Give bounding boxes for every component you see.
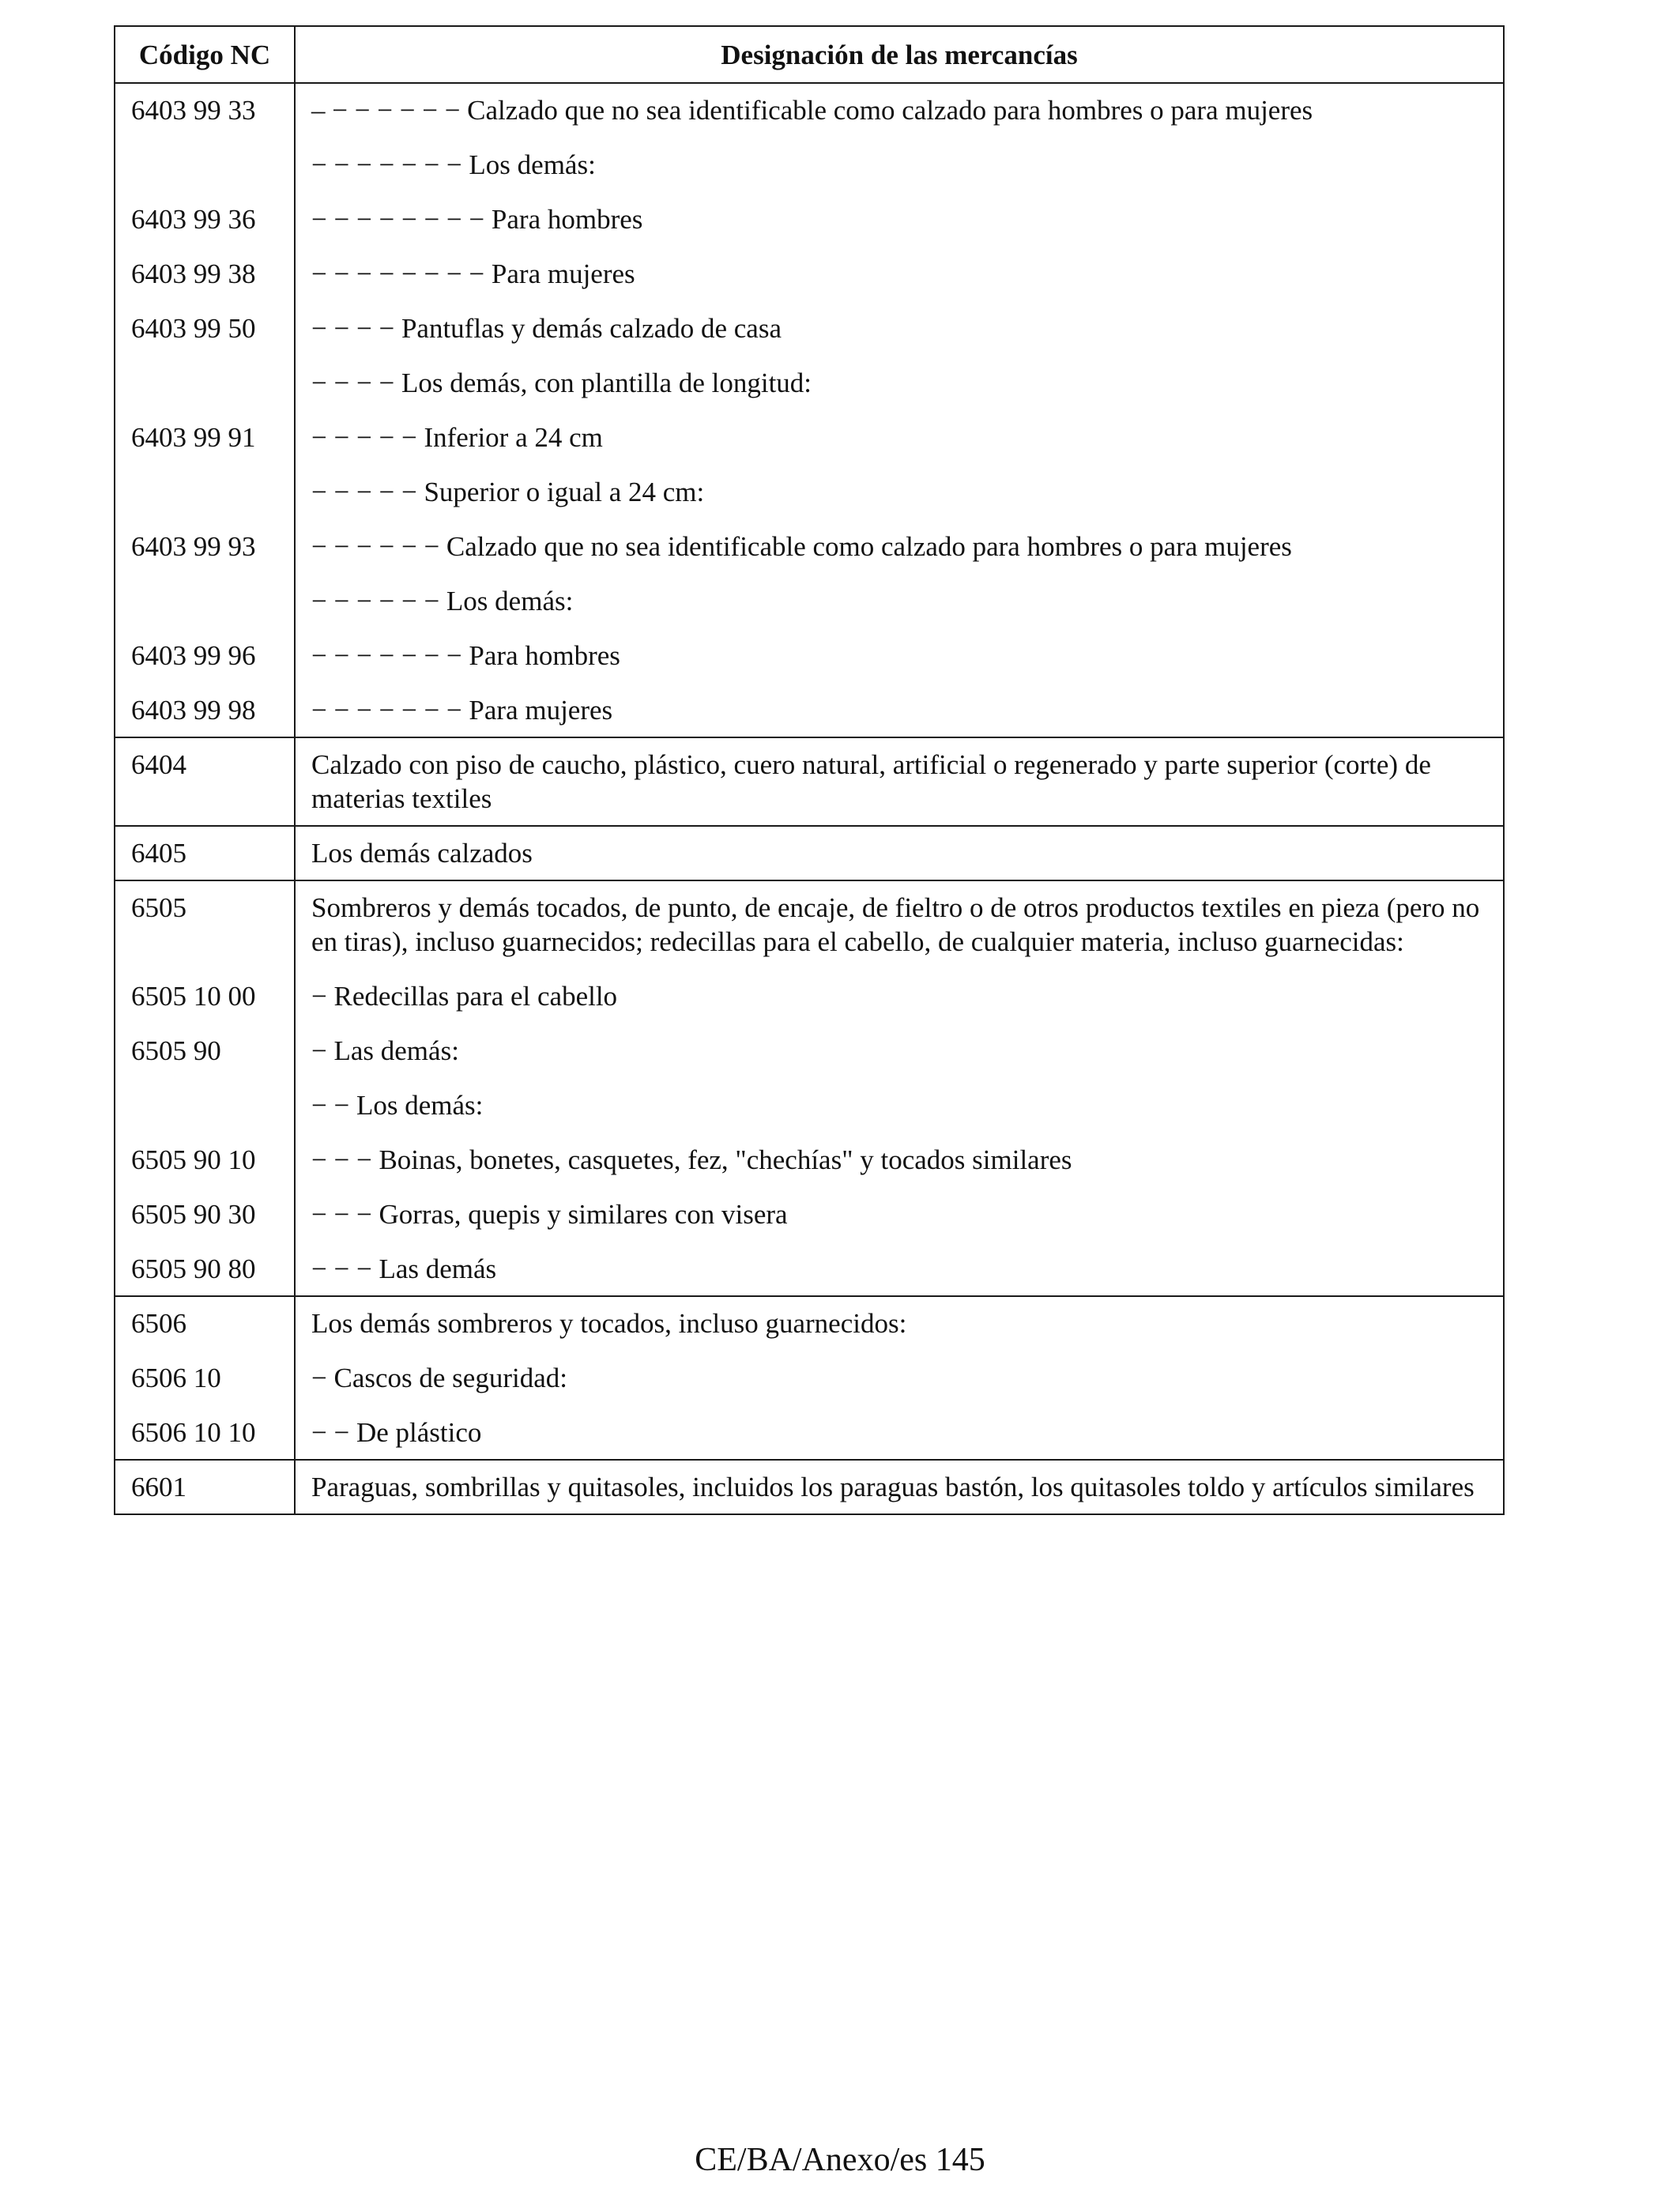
cn-code: 6505 90 80 <box>131 1253 256 1284</box>
goods-designation: − − − − − − − Para mujeres <box>311 695 613 726</box>
table-row <box>115 1460 1504 1514</box>
table-body <box>115 83 1504 1514</box>
cn-code: 6403 99 38 <box>131 258 256 289</box>
code-cell <box>115 737 295 826</box>
goods-designation: Los demás calzados <box>311 838 533 869</box>
goods-designation: − − De plástico <box>311 1417 482 1448</box>
cn-code: 6505 90 10 <box>131 1144 256 1175</box>
cn-code <box>131 148 278 182</box>
goods-designation: − − − − − − Calzado que no sea identificable como calzado para hombres o para mujeres <box>311 531 1292 562</box>
code-cell <box>115 1296 295 1460</box>
cn-code: 6404 <box>131 749 186 780</box>
code-cell <box>115 83 295 737</box>
goods-designation: − − − Gorras, quepis y similares con visera <box>311 1199 788 1230</box>
cn-code: 6403 99 91 <box>131 422 256 453</box>
cn-code <box>131 1088 278 1122</box>
designation-cell <box>295 1460 1504 1514</box>
goods-designation: − Redecillas para el cabello <box>311 981 618 1012</box>
designation-cell <box>295 826 1504 880</box>
table-row <box>115 83 1504 737</box>
goods-designation: – − − − − − − Calzado que no sea identificable como calzado para hombres o para mujeres <box>311 95 1313 126</box>
cn-code: 6506 10 10 <box>131 1417 256 1448</box>
goods-designation: − − Los demás: <box>311 1090 484 1121</box>
goods-designation: − − − − Pantuflas y demás calzado de casa <box>311 313 782 344</box>
cn-code: 6403 99 36 <box>131 204 256 235</box>
goods-designation: − − − − − − − Los demás: <box>311 149 596 180</box>
cn-code: 6405 <box>131 838 186 869</box>
designation-cell <box>295 83 1504 737</box>
cn-code: 6403 99 93 <box>131 531 256 562</box>
goods-designation: − − − Las demás <box>311 1253 497 1284</box>
table-row <box>115 826 1504 880</box>
goods-designation: − − − − − − − − Para hombres <box>311 204 643 235</box>
header-code: Código NC <box>115 26 295 83</box>
cn-code: 6505 10 00 <box>131 981 256 1012</box>
cn-code: 6403 99 98 <box>131 695 256 726</box>
goods-designation: Los demás sombreros y tocados, incluso guarnecidos: <box>311 1308 907 1339</box>
table-row <box>115 880 1504 1296</box>
cn-code: 6506 10 <box>131 1363 221 1393</box>
cn-code: 6403 99 50 <box>131 313 256 344</box>
cn-code: 6505 90 <box>131 1035 221 1066</box>
code-cell <box>115 826 295 880</box>
cn-code: 6506 <box>131 1308 186 1339</box>
header-designation: Designación de las mercancías <box>295 26 1504 83</box>
goods-designation: − − − − − − − − Para mujeres <box>311 258 635 289</box>
cn-code <box>131 366 278 400</box>
designation-cell <box>295 1296 1504 1460</box>
code-cell <box>115 1460 295 1514</box>
goods-designation: Calzado con piso de caucho, plástico, cuero natural, artificial o regenerado y parte superior (corte) de materias textiles <box>311 749 1438 814</box>
goods-designation: − − − − − − Los demás: <box>311 586 574 616</box>
designation-cell <box>295 880 1504 1296</box>
table-row <box>115 737 1504 826</box>
designation-cell <box>295 737 1504 826</box>
goods-designation: Sombreros y demás tocados, de punto, de encaje, de fieltro o de otros productos textiles en pieza (pero no en tiras), incluso guarnecidos; redecillas para el cabello, de cualquier materia, incluso guarnecidas: <box>311 892 1487 957</box>
cn-code: 6403 99 96 <box>131 640 256 671</box>
tariff-table <box>114 25 1505 1515</box>
goods-designation: − − − − − − − Para hombres <box>311 640 620 671</box>
goods-designation: Paraguas, sombrillas y quitasoles, incluidos los paraguas bastón, los quitasoles toldo y artículos similares <box>311 1472 1475 1502</box>
goods-designation: − − − − − Superior o igual a 24 cm: <box>311 477 705 507</box>
table-header-row <box>115 26 1504 83</box>
page-footer: CE/BA/Anexo/es 145 <box>695 2142 985 2178</box>
goods-designation: − − − − Los demás, con plantilla de longitud: <box>311 368 812 398</box>
goods-designation: − Las demás: <box>311 1035 459 1066</box>
code-cell <box>115 880 295 1296</box>
cn-code <box>131 584 278 618</box>
cn-code: 6505 90 30 <box>131 1199 256 1230</box>
cn-code: 6403 99 33 <box>131 95 256 126</box>
cn-code <box>131 475 278 509</box>
cn-code: 6505 <box>131 892 186 923</box>
goods-designation: − − − Boinas, bonetes, casquetes, fez, "chechías" y tocados similares <box>311 1144 1072 1175</box>
goods-designation: − Cascos de seguridad: <box>311 1363 567 1393</box>
goods-designation: − − − − − Inferior a 24 cm <box>311 422 603 453</box>
table-row <box>115 1296 1504 1460</box>
cn-code: 6601 <box>131 1472 186 1502</box>
